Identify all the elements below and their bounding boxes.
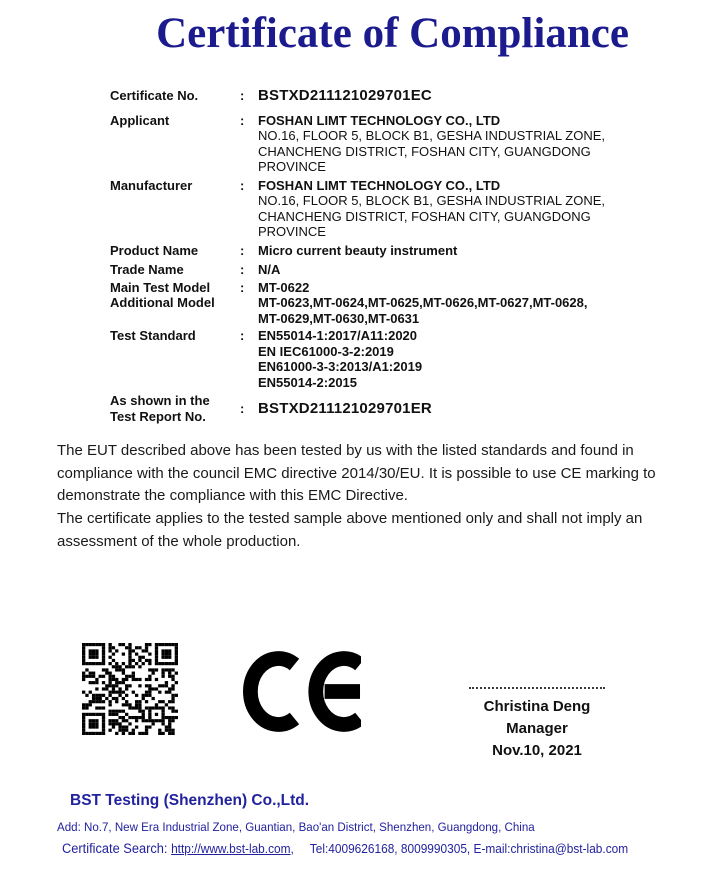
standard-line: EN55014-2:2015 — [258, 374, 358, 390]
detail-row-main-test-model — [110, 280, 670, 296]
detail-value — [258, 113, 670, 175]
company-name: FOSHAN LIMT TECHNOLOGY CO., LTD — [258, 177, 501, 193]
model-list-line: MT-0623,MT-0624,MT-0625,MT-0626,MT-0627,MT-0628, — [258, 295, 588, 310]
detail-value — [258, 178, 670, 240]
address-line: NO.16, FLOOR 5, BLOCK B1, GESHA INDUSTRIAL ZONE, — [258, 128, 606, 143]
standard-line: EN55014-1:2017/A11:2020 — [258, 328, 418, 343]
address-line: PROVINCE — [258, 159, 326, 174]
address-line: CHANCHENG DISTRICT, FOSHAN CITY, GUANGDONG — [258, 208, 591, 224]
detail-label: Applicant — [110, 112, 170, 128]
detail-label: Manufacturer — [110, 177, 193, 193]
signatory-role: Manager — [506, 720, 568, 737]
detail-colon: : — [240, 177, 245, 193]
detail-colon — [240, 295, 258, 326]
certificate-search-label: Certificate Search: — [62, 841, 168, 856]
detail-value: BSTXD211121029701ER — [258, 399, 432, 417]
detail-value: Micro current beauty instrument — [258, 242, 458, 258]
detail-row-test-standard — [110, 328, 670, 390]
detail-label: Product Name — [110, 242, 199, 258]
detail-colon: : — [240, 242, 245, 258]
ce-mark-icon — [243, 650, 361, 733]
address-line: NO.16, FLOOR 5, BLOCK B1, GESHA INDUSTRIAL ZONE, — [258, 193, 606, 208]
compliance-statement — [57, 440, 673, 554]
detail-row-product-name — [110, 243, 670, 259]
detail-value: MT-0622 — [258, 279, 310, 295]
detail-row-test-report-no — [110, 393, 670, 424]
url-separator: , — [290, 842, 294, 856]
standard-line: EN IEC61000-3-2:2019 — [258, 343, 394, 359]
detail-colon: : — [240, 279, 245, 295]
detail-value — [258, 328, 670, 390]
model-list-line: MT-0629,MT-0630,MT-0631 — [258, 310, 420, 326]
page-title: Certificate of Compliance — [156, 10, 629, 57]
detail-row-certificate-no — [110, 88, 670, 104]
detail-colon: : — [240, 328, 245, 343]
detail-row-applicant — [110, 113, 670, 175]
detail-label: Additional Model — [110, 295, 215, 310]
statement-paragraph: The certificate applies to the tested sample above mentioned only and shall not imply an assessment of the whole production. — [57, 510, 643, 550]
signature-block — [469, 678, 605, 762]
detail-value — [258, 295, 670, 326]
signature-date: Nov.10, 2021 — [492, 742, 582, 759]
footer-certificate-search — [62, 841, 628, 856]
detail-colon: : — [240, 400, 245, 416]
detail-label: Certificate No. — [110, 88, 199, 103]
detail-value: N/A — [258, 262, 281, 277]
certificate-search-link[interactable]: http://www.bst-lab.com — [171, 842, 291, 856]
detail-label: As shown in the Test Report No. — [110, 393, 210, 424]
detail-label: Main Test Model — [110, 279, 211, 295]
detail-value: BSTXD211121029701EC — [258, 87, 432, 104]
footer-contact: Tel:4009626168, 8009990305, E-mail:christina@bst-lab.com — [309, 842, 629, 856]
certificate-details — [110, 88, 670, 424]
detail-row-trade-name — [110, 262, 670, 278]
detail-colon: : — [240, 262, 245, 277]
signature-line — [469, 678, 605, 689]
address-line: CHANCHENG DISTRICT, FOSHAN CITY, GUANGDONG — [258, 143, 591, 159]
company-name: FOSHAN LIMT TECHNOLOGY CO., LTD — [258, 112, 501, 128]
address-line: PROVINCE — [258, 224, 326, 239]
detail-row-additional-model — [110, 295, 670, 326]
standard-line: EN61000-3-3:2013/A1:2019 — [258, 359, 423, 374]
qr-code-icon — [82, 643, 178, 735]
detail-row-manufacturer — [110, 178, 670, 240]
signatory-name: Christina Deng — [483, 698, 591, 715]
footer-company-name: BST Testing (Shenzhen) Co.,Ltd. — [70, 792, 310, 809]
statement-paragraph: The EUT described above has been tested by us with the listed standards and found in compliance with the council EMC directive 2014/30/EU. It is possible to use CE marking to demonstrate the compliance with this EMC Directive. — [57, 442, 656, 505]
detail-colon: : — [240, 112, 245, 128]
detail-label: Test Standard — [110, 328, 196, 343]
detail-label: Trade Name — [110, 262, 184, 277]
footer-address: Add: No.7, New Era Industrial Zone, Guantian, Bao'an District, Shenzhen, Guangdong, China — [57, 820, 535, 834]
detail-colon: : — [240, 88, 245, 103]
